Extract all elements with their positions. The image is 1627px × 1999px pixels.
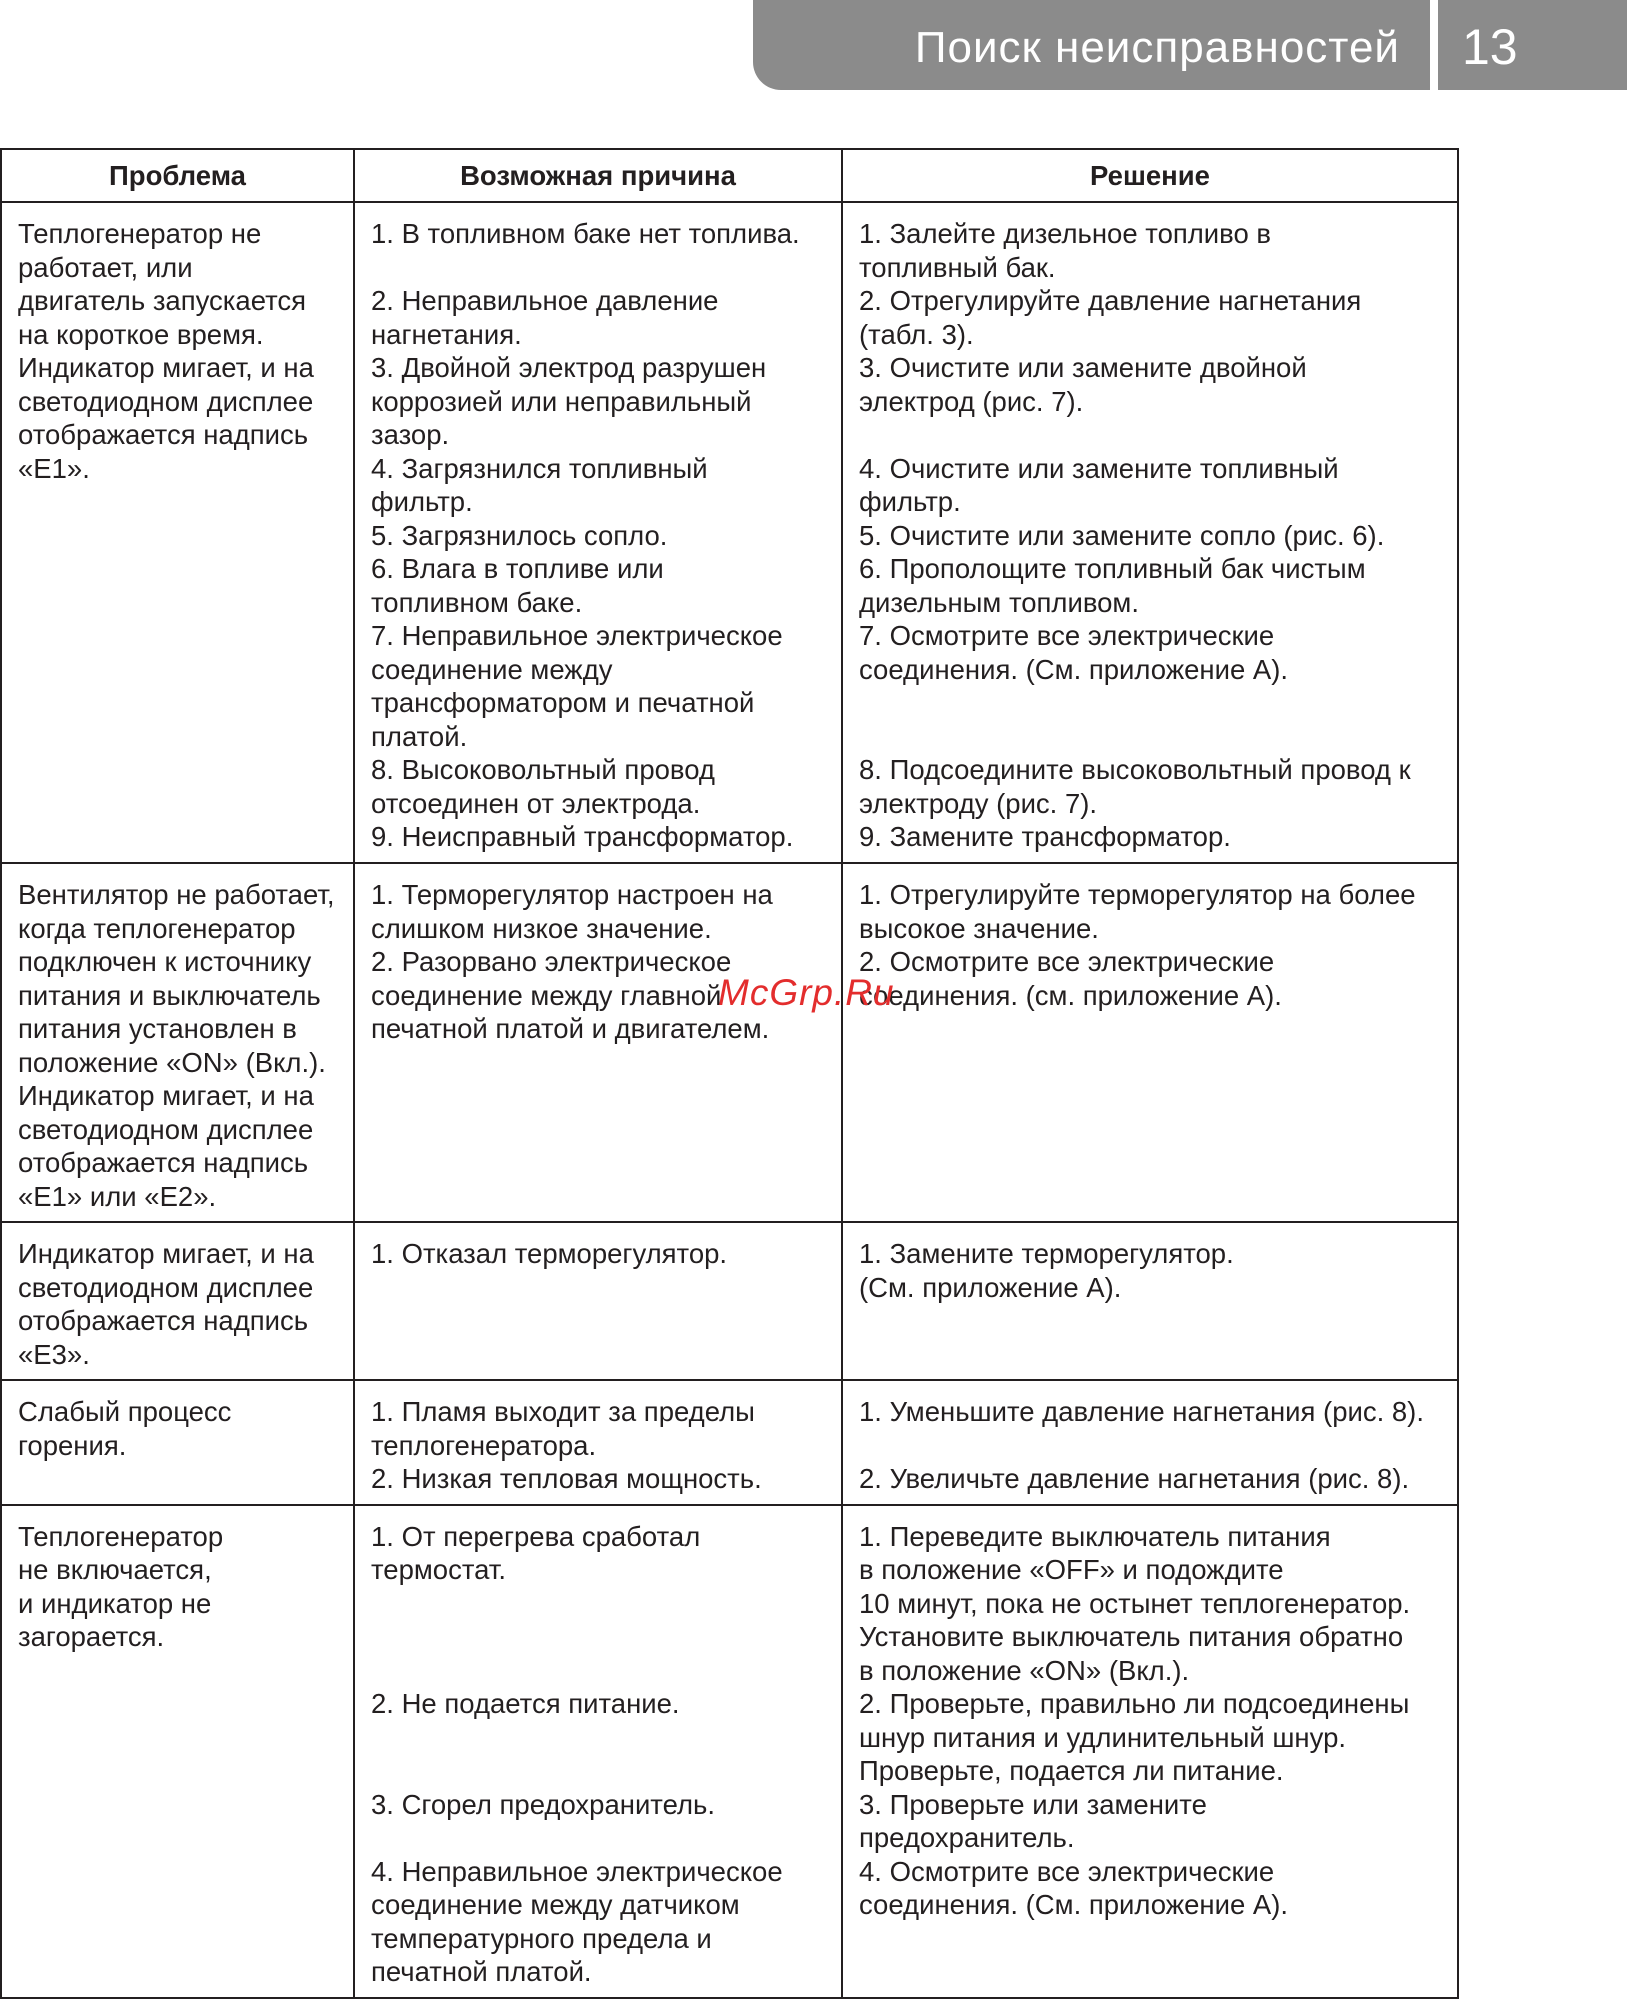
cause-line: 5. Загрязнилось сопло. [371, 519, 668, 551]
section-title: Поиск неисправностей [914, 23, 1400, 72]
problem-line: Слабый процесс [18, 1396, 232, 1427]
watermark: McGrp.Ru [718, 972, 895, 1013]
cause-line: 3. Сгорел предохранитель. [371, 1788, 715, 1820]
cell-cause [354, 202, 842, 863]
solution-line: 1. Залейте дизельное топливо в [859, 218, 1272, 249]
table-row [1, 202, 1458, 863]
cause-line: 1. Пламя выходит за пределы [371, 1396, 755, 1427]
problem-line: двигатель запускается [18, 285, 307, 316]
problem-line: питания установлен в [18, 1013, 297, 1044]
problem-line: Индикатор мигает, и на [18, 352, 314, 383]
problem-line: светодиодном дисплее [18, 385, 314, 417]
solution-line: 1. Замените терморегулятор. [859, 1238, 1234, 1269]
solution-line: (См. приложение А). [859, 1271, 1122, 1303]
cause-line: платой. [371, 720, 468, 752]
problem-line: загорается. [18, 1621, 165, 1652]
solution-line: 5. Очистите или замените сопло (рис. 6). [859, 519, 1385, 551]
solution-line: соединения. (См. приложение А). [859, 653, 1289, 685]
cause-line: 6. Влага в топливе или [371, 553, 664, 584]
column-header-cause: Возможная причина [354, 149, 842, 202]
table-row [1, 1380, 1458, 1505]
solution-line: электроду (рис. 7). [859, 787, 1098, 819]
cell-solution [842, 1380, 1458, 1505]
table-row [1, 1222, 1458, 1380]
table-row [1, 863, 1458, 1222]
table-header-row [1, 149, 1458, 202]
cause-line: 8. Высоковольтный провод [371, 754, 715, 785]
cause-line [371, 1754, 827, 1788]
cause-line: 1. В топливном баке нет топлива. [371, 218, 800, 249]
solution-line: 3. Проверьте или замените [859, 1788, 1207, 1820]
cause-line: фильтр. [371, 486, 473, 517]
solution-line [859, 1429, 1443, 1463]
solution-line: электрод (рис. 7). [859, 385, 1084, 417]
table-row [1, 1505, 1458, 1998]
solution-line: 1. Уменьшите давление нагнетания (рис. 8). [859, 1396, 1424, 1427]
problem-line: Индикатор мигает, и на [18, 1080, 314, 1111]
cause-line: теплогенератора. [371, 1429, 597, 1461]
solution-line: предохранитель. [859, 1822, 1075, 1853]
column-header-solution: Решение [842, 149, 1458, 202]
cell-solution [842, 1505, 1458, 1998]
cause-line [371, 1721, 827, 1755]
cause-line: температурного предела и [371, 1922, 712, 1954]
problem-line: Теплогенератор [18, 1520, 224, 1552]
problem-line: Теплогенератор не [18, 218, 262, 249]
solution-line: фильтр. [859, 486, 961, 517]
problem-line: положение «ON» (Вкл.). [18, 1046, 326, 1078]
cause-line: нагнетания. [371, 318, 522, 350]
solution-line: соединения. (См. приложение А). [859, 1889, 1289, 1920]
cause-line [371, 1821, 827, 1855]
cause-line: 7. Неправильное электрическое [371, 620, 783, 651]
problem-line: отображается надпись [18, 1147, 309, 1178]
solution-line: шнур питания и удлинительный шнур. [859, 1721, 1346, 1753]
solution-line: Проверьте, подается ли питание. [859, 1755, 1284, 1786]
cell-cause [354, 863, 842, 1222]
cause-line: трансформатором и печатной [371, 687, 755, 718]
solution-line: в положение «ON» (Вкл.). [859, 1654, 1190, 1686]
solution-line: 1. Переведите выключатель питания [859, 1520, 1331, 1552]
problem-line: «E3». [18, 1338, 90, 1370]
cell-problem [1, 863, 354, 1222]
cell-problem [1, 1505, 354, 1998]
problem-line: на короткое время. [18, 318, 264, 350]
cell-problem [1, 202, 354, 863]
problem-line: не включается, [18, 1554, 212, 1585]
header-divider [1430, 0, 1438, 90]
solution-line: 2. Осмотрите все электрические [859, 946, 1275, 977]
problem-line: светодиодном дисплее [18, 1271, 314, 1303]
solution-line: 7. Осмотрите все электрические [859, 620, 1275, 651]
cell-problem [1, 1222, 354, 1380]
cause-line: соединение между [371, 653, 613, 685]
problem-line: и индикатор не [18, 1587, 212, 1619]
solution-line: 8. Подсоедините высоковольтный провод к [859, 754, 1411, 785]
cause-line: слишком низкое значение. [371, 912, 712, 944]
solution-line: топливный бак. [859, 251, 1056, 283]
cell-cause [354, 1505, 842, 1998]
solution-line: 6. Прополощите топливный бак чистым [859, 553, 1366, 584]
cell-cause [354, 1222, 842, 1380]
solution-line: 1. Отрегулируйте терморегулятор на более [859, 879, 1416, 910]
solution-line: 2. Увеличьте давление нагнетания (рис. 8). [859, 1463, 1410, 1494]
solution-line: в положение «OFF» и подождите [859, 1554, 1284, 1585]
problem-line: питания и выключатель [18, 979, 321, 1011]
solution-line: 10 минут, пока не остынет теплогенератор. [859, 1587, 1411, 1619]
cell-cause [354, 1380, 842, 1505]
problem-line: Индикатор мигает, и на [18, 1238, 314, 1269]
page-number: 13 [1462, 19, 1518, 75]
solution-line [859, 418, 1443, 452]
cause-line: соединение между датчиком [371, 1889, 740, 1920]
problem-line: горения. [18, 1429, 127, 1461]
cause-line: 3. Двойной электрод разрушен [371, 352, 767, 383]
problem-line: Вентилятор не работает, [18, 879, 335, 910]
solution-line: дизельным топливом. [859, 586, 1139, 618]
problem-line: отображается надпись [18, 419, 309, 450]
problem-line: подключен к источнику [18, 946, 312, 977]
cause-line: коррозией или неправильный [371, 385, 752, 417]
solution-line: соединения. (см. приложение А). [859, 979, 1282, 1011]
column-header-problem: Проблема [1, 149, 354, 202]
cause-line [371, 1654, 827, 1688]
cause-line [371, 251, 827, 285]
cause-line: отсоединен от электрода. [371, 787, 701, 819]
solution-line: высокое значение. [859, 912, 1099, 944]
cause-line: 4. Неправильное электрическое [371, 1855, 783, 1887]
problem-line: «E1» или «E2». [18, 1180, 217, 1212]
cause-line: 2. Не подается питание. [371, 1688, 680, 1719]
cause-line [371, 1587, 827, 1621]
cause-line: печатной платой и двигателем. [371, 1013, 770, 1044]
solution-line: 9. Замените трансформатор. [859, 821, 1231, 852]
solution-line: 2. Отрегулируйте давление нагнетания [859, 285, 1362, 316]
cause-line [371, 1620, 827, 1654]
problem-line: работает, или [18, 251, 193, 283]
cause-line: печатной платой. [371, 1956, 592, 1987]
cell-solution [842, 863, 1458, 1222]
cause-line: 2. Разорвано электрическое [371, 946, 732, 977]
cell-solution [842, 1222, 1458, 1380]
problem-line: «E1». [18, 452, 90, 484]
cause-line: 2. Неправильное давление [371, 285, 719, 316]
cause-line: топливном баке. [371, 586, 583, 618]
solution-line: 3. Очистите или замените двойной [859, 352, 1307, 383]
solution-line [859, 720, 1443, 754]
cause-line: 2. Низкая тепловая мощность. [371, 1463, 762, 1494]
solution-line: 4. Осмотрите все электрические [859, 1855, 1275, 1887]
cause-line: 1. Терморегулятор настроен на [371, 879, 773, 910]
solution-line: Установите выключатель питания обратно [859, 1621, 1404, 1652]
solution-line [859, 686, 1443, 720]
problem-line: отображается надпись [18, 1305, 309, 1336]
solution-line: 2. Проверьте, правильно ли подсоединены [859, 1688, 1410, 1719]
cause-line: 1. От перегрева сработал [371, 1520, 701, 1552]
cause-line: 1. Отказал терморегулятор. [371, 1238, 728, 1269]
cause-line: 9. Неисправный трансформатор. [371, 821, 794, 852]
problem-line: когда теплогенератор [18, 912, 296, 944]
cell-solution [842, 202, 1458, 863]
troubleshooting-table [0, 148, 1459, 1999]
cell-problem [1, 1380, 354, 1505]
solution-line: (табл. 3). [859, 318, 974, 350]
cause-line: зазор. [371, 419, 450, 450]
cause-line: 4. Загрязнился топливный [371, 452, 708, 484]
cause-line: термостат. [371, 1554, 506, 1585]
cause-line: соединение между главной [371, 979, 722, 1011]
problem-line: светодиодном дисплее [18, 1113, 314, 1145]
solution-line: 4. Очистите или замените топливный [859, 452, 1339, 484]
